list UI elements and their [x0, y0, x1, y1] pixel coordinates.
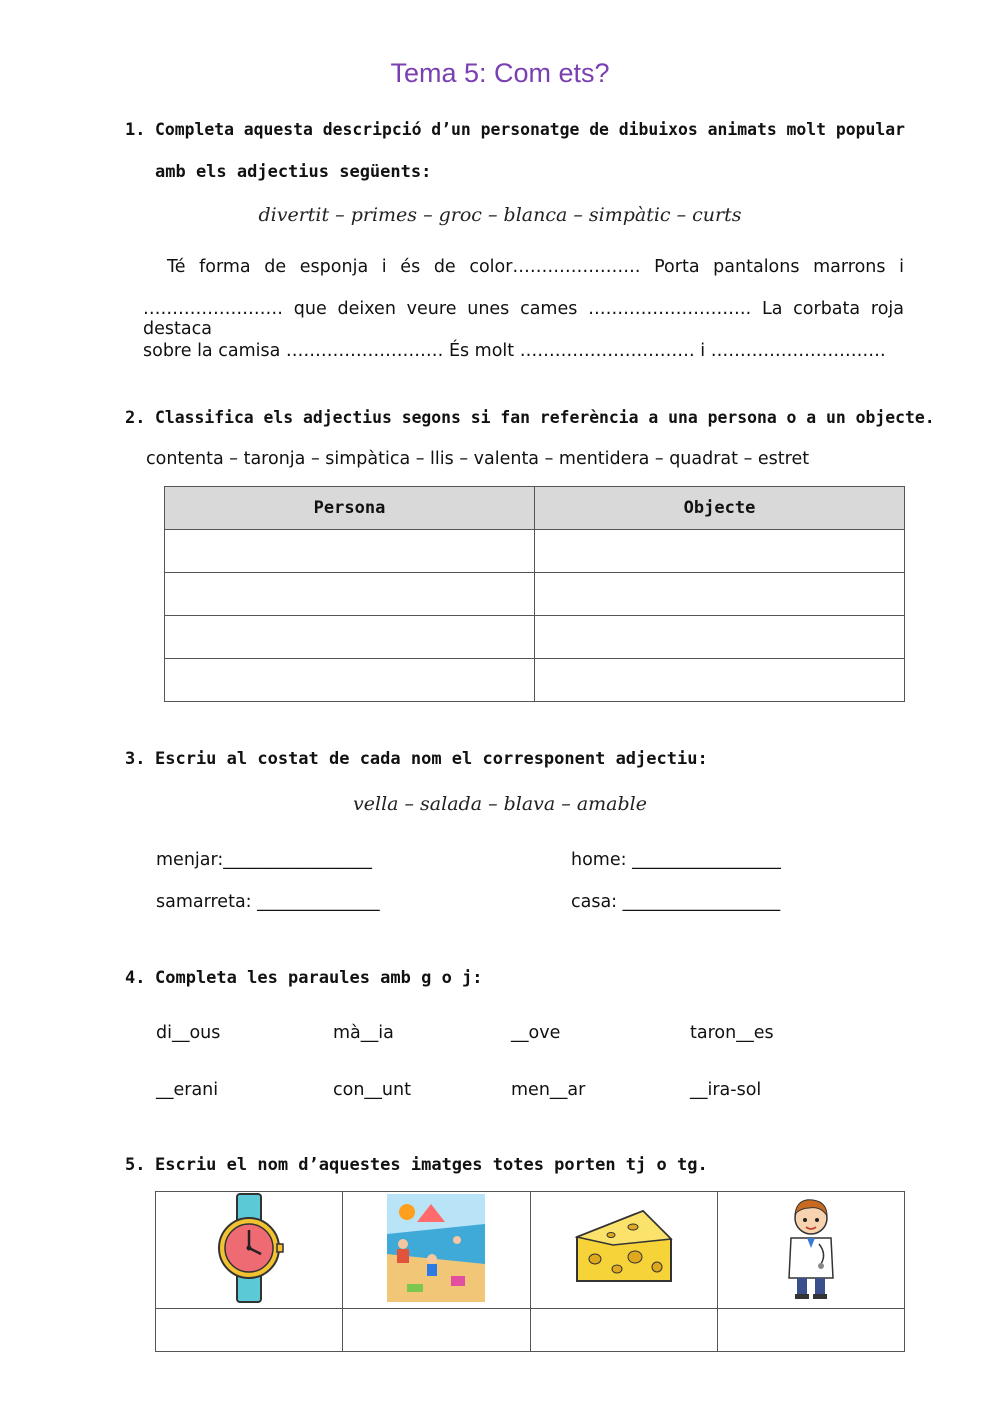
answer-cell[interactable]	[717, 1309, 904, 1352]
word-item[interactable]: mà__ia	[333, 1023, 394, 1043]
column-header-objecte: Objecte	[535, 487, 905, 530]
answer-cell[interactable]	[165, 616, 535, 659]
beach-image	[387, 1194, 485, 1302]
cheese-image	[573, 1205, 675, 1291]
q5-number: 5.	[125, 1155, 146, 1175]
image-cell	[717, 1192, 904, 1309]
word-item[interactable]: di__ous	[156, 1023, 221, 1043]
q1-paragraph-line2: …………………… que deixen veure unes cames ………………………. La corbata roja destaca	[143, 299, 904, 339]
word-item[interactable]: __ove	[511, 1023, 561, 1043]
field-home[interactable]: home: _________________	[571, 850, 781, 870]
field-casa[interactable]: casa: __________________	[571, 892, 781, 912]
answer-cell[interactable]	[530, 1309, 717, 1352]
column-header-persona: Persona	[165, 487, 535, 530]
doctor-image	[781, 1194, 841, 1302]
q4-number: 4.	[125, 968, 146, 988]
q1-word-bank: divertit – primes – groc – blanca – simpàtic – curts	[258, 204, 742, 226]
q1-instruction-line2: amb els adjectius següents:	[155, 162, 432, 182]
q3-word-bank: vella – salada – blava – amable	[353, 793, 647, 815]
q3-number: 3.	[125, 749, 146, 769]
word-item[interactable]: taron__es	[690, 1023, 774, 1043]
answer-cell[interactable]	[535, 616, 905, 659]
answer-cell[interactable]	[535, 659, 905, 702]
image-cell	[343, 1192, 530, 1309]
q1-paragraph-line1: Té forma de esponja i és de color…………………. Porta pantalons marrons i	[167, 257, 904, 277]
word-item[interactable]: men__ar	[511, 1080, 586, 1100]
q2-number: 2.	[125, 408, 146, 428]
answer-cell[interactable]	[535, 530, 905, 573]
answer-cell[interactable]	[165, 659, 535, 702]
answer-cell[interactable]	[343, 1309, 530, 1352]
q2-instruction: Classifica els adjectius segons si fan referència a una persona o a un objecte.	[155, 408, 935, 427]
q3-instruction: Escriu al costat de cada nom el corresponent adjectiu:	[155, 749, 708, 769]
images-table	[155, 1191, 905, 1352]
classification-table	[164, 486, 905, 702]
field-samarreta[interactable]: samarreta: ______________	[156, 892, 380, 912]
q1-instruction-line1: Completa aquesta descripció d’un personatge de dibuixos animats molt popular	[155, 120, 905, 139]
q5-instruction: Escriu el nom d’aquestes imatges totes porten tj o tg.	[155, 1155, 708, 1175]
word-item[interactable]: con__unt	[333, 1080, 411, 1100]
field-menjar[interactable]: menjar:_________________	[156, 850, 373, 870]
image-cell	[530, 1192, 717, 1309]
watch-image	[209, 1192, 289, 1304]
answer-cell[interactable]	[165, 573, 535, 616]
answer-cell[interactable]	[156, 1309, 343, 1352]
answer-cell[interactable]	[535, 573, 905, 616]
q2-word-bank: contenta – taronja – simpàtica – llis – valenta – mentidera – quadrat – estret	[146, 449, 810, 469]
q1-number: 1.	[125, 120, 146, 140]
word-item[interactable]: __ira-sol	[690, 1080, 762, 1100]
answer-cell[interactable]	[165, 530, 535, 573]
word-item[interactable]: __erani	[156, 1080, 219, 1100]
q4-instruction: Completa les paraules amb g o j:	[155, 968, 483, 988]
image-cell	[156, 1192, 343, 1309]
page-title: Tema 5: Com ets?	[390, 58, 610, 88]
q1-paragraph-line3: sobre la camisa ……………………… És molt ………………………… i …………………………	[143, 341, 886, 361]
